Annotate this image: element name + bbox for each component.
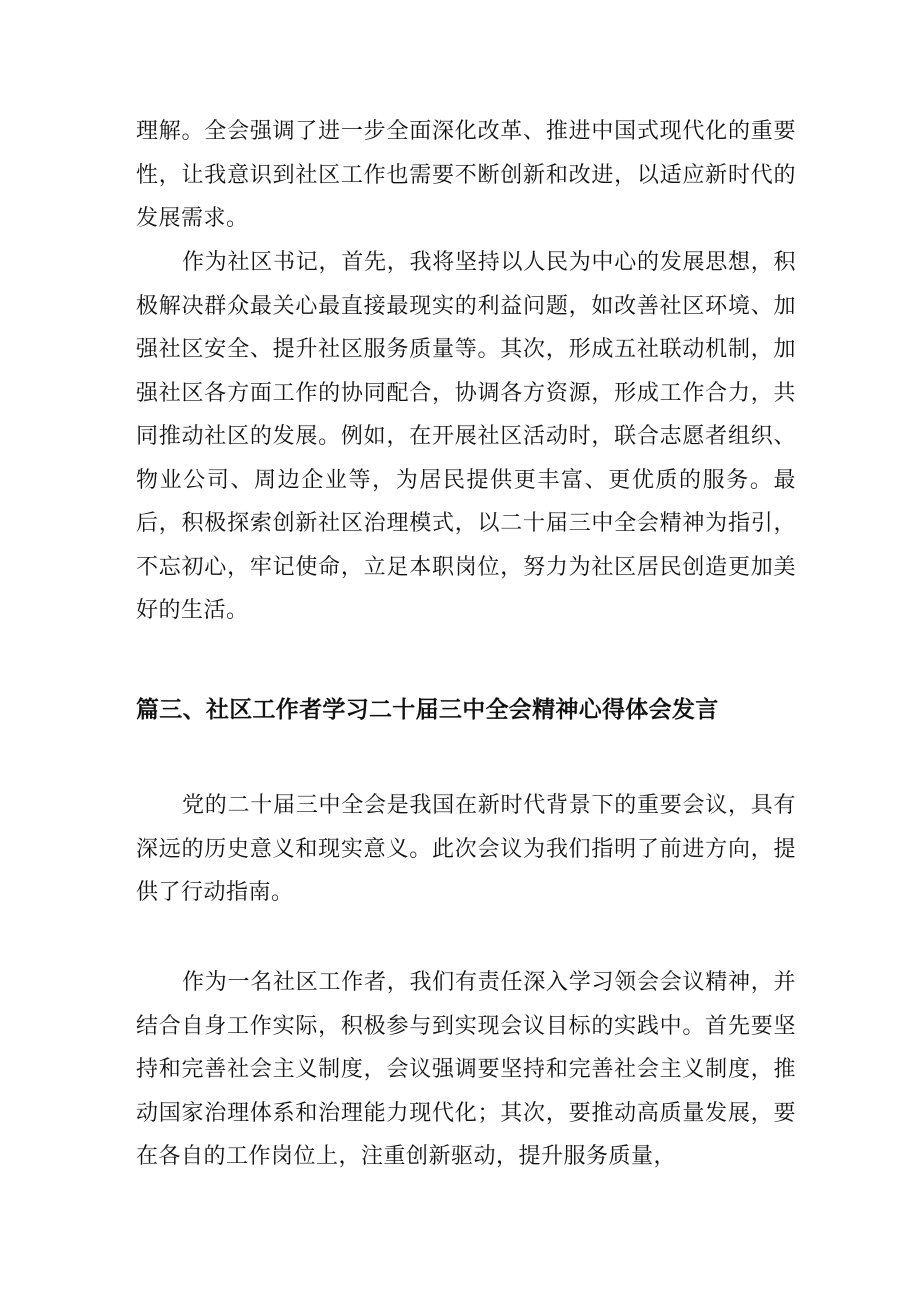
section-heading: 篇三、社区工作者学习二十届三中全会精神心得体会发言: [136, 697, 719, 723]
paragraph-community-worker: 作为一名社区工作者，我们有责任深入学习领会会议精神，并结合自身工作实际，积极参与到实现会议目标的实践中。首先要坚持和完善社会主义制度，会议强调要坚持和完善社会主义制度，推动国家治理体系和治理能力现代化；其次，要推动高质量发展，要在各自的工作岗位上，注重创新驱动，提升服务质量，: [136, 970, 796, 1169]
paragraph-community-secretary: 作为社区书记，首先，我将坚持以人民为中心的发展思想，积极解决群众最关心最直接最现实的利益问题，如改善社区环境、加强社区安全、提升社区服务质量等。其次，形成五社联动机制，加强社区各方面工作的协同配合，协调各方资源，形成工作合力，共同推动社区的发展。例如，在开展社区活动时，联合志愿者组织、物业公司、周边企业等，为居民提供更丰富、更优质的服务。最后，积极探索创新社区治理模式，以二十届三中全会精神为指引，不忘初心，牢记使命，立足本职岗位，努力为社区居民创造更加美好的生活。: [136, 250, 796, 623]
paragraph-continuation: 理解。全会强调了进一步全面深化改革、推进中国式现代化的重要性，让我意识到社区工作也需要不断创新和改进，以适应新时代的发展需求。: [136, 119, 796, 231]
paragraph-plenum-intro: 党的二十届三中全会是我国在新时代背景下的重要会议，具有深远的历史意义和现实意义。此次会议为我们指明了前进方向，提供了行动指南。: [136, 793, 796, 905]
